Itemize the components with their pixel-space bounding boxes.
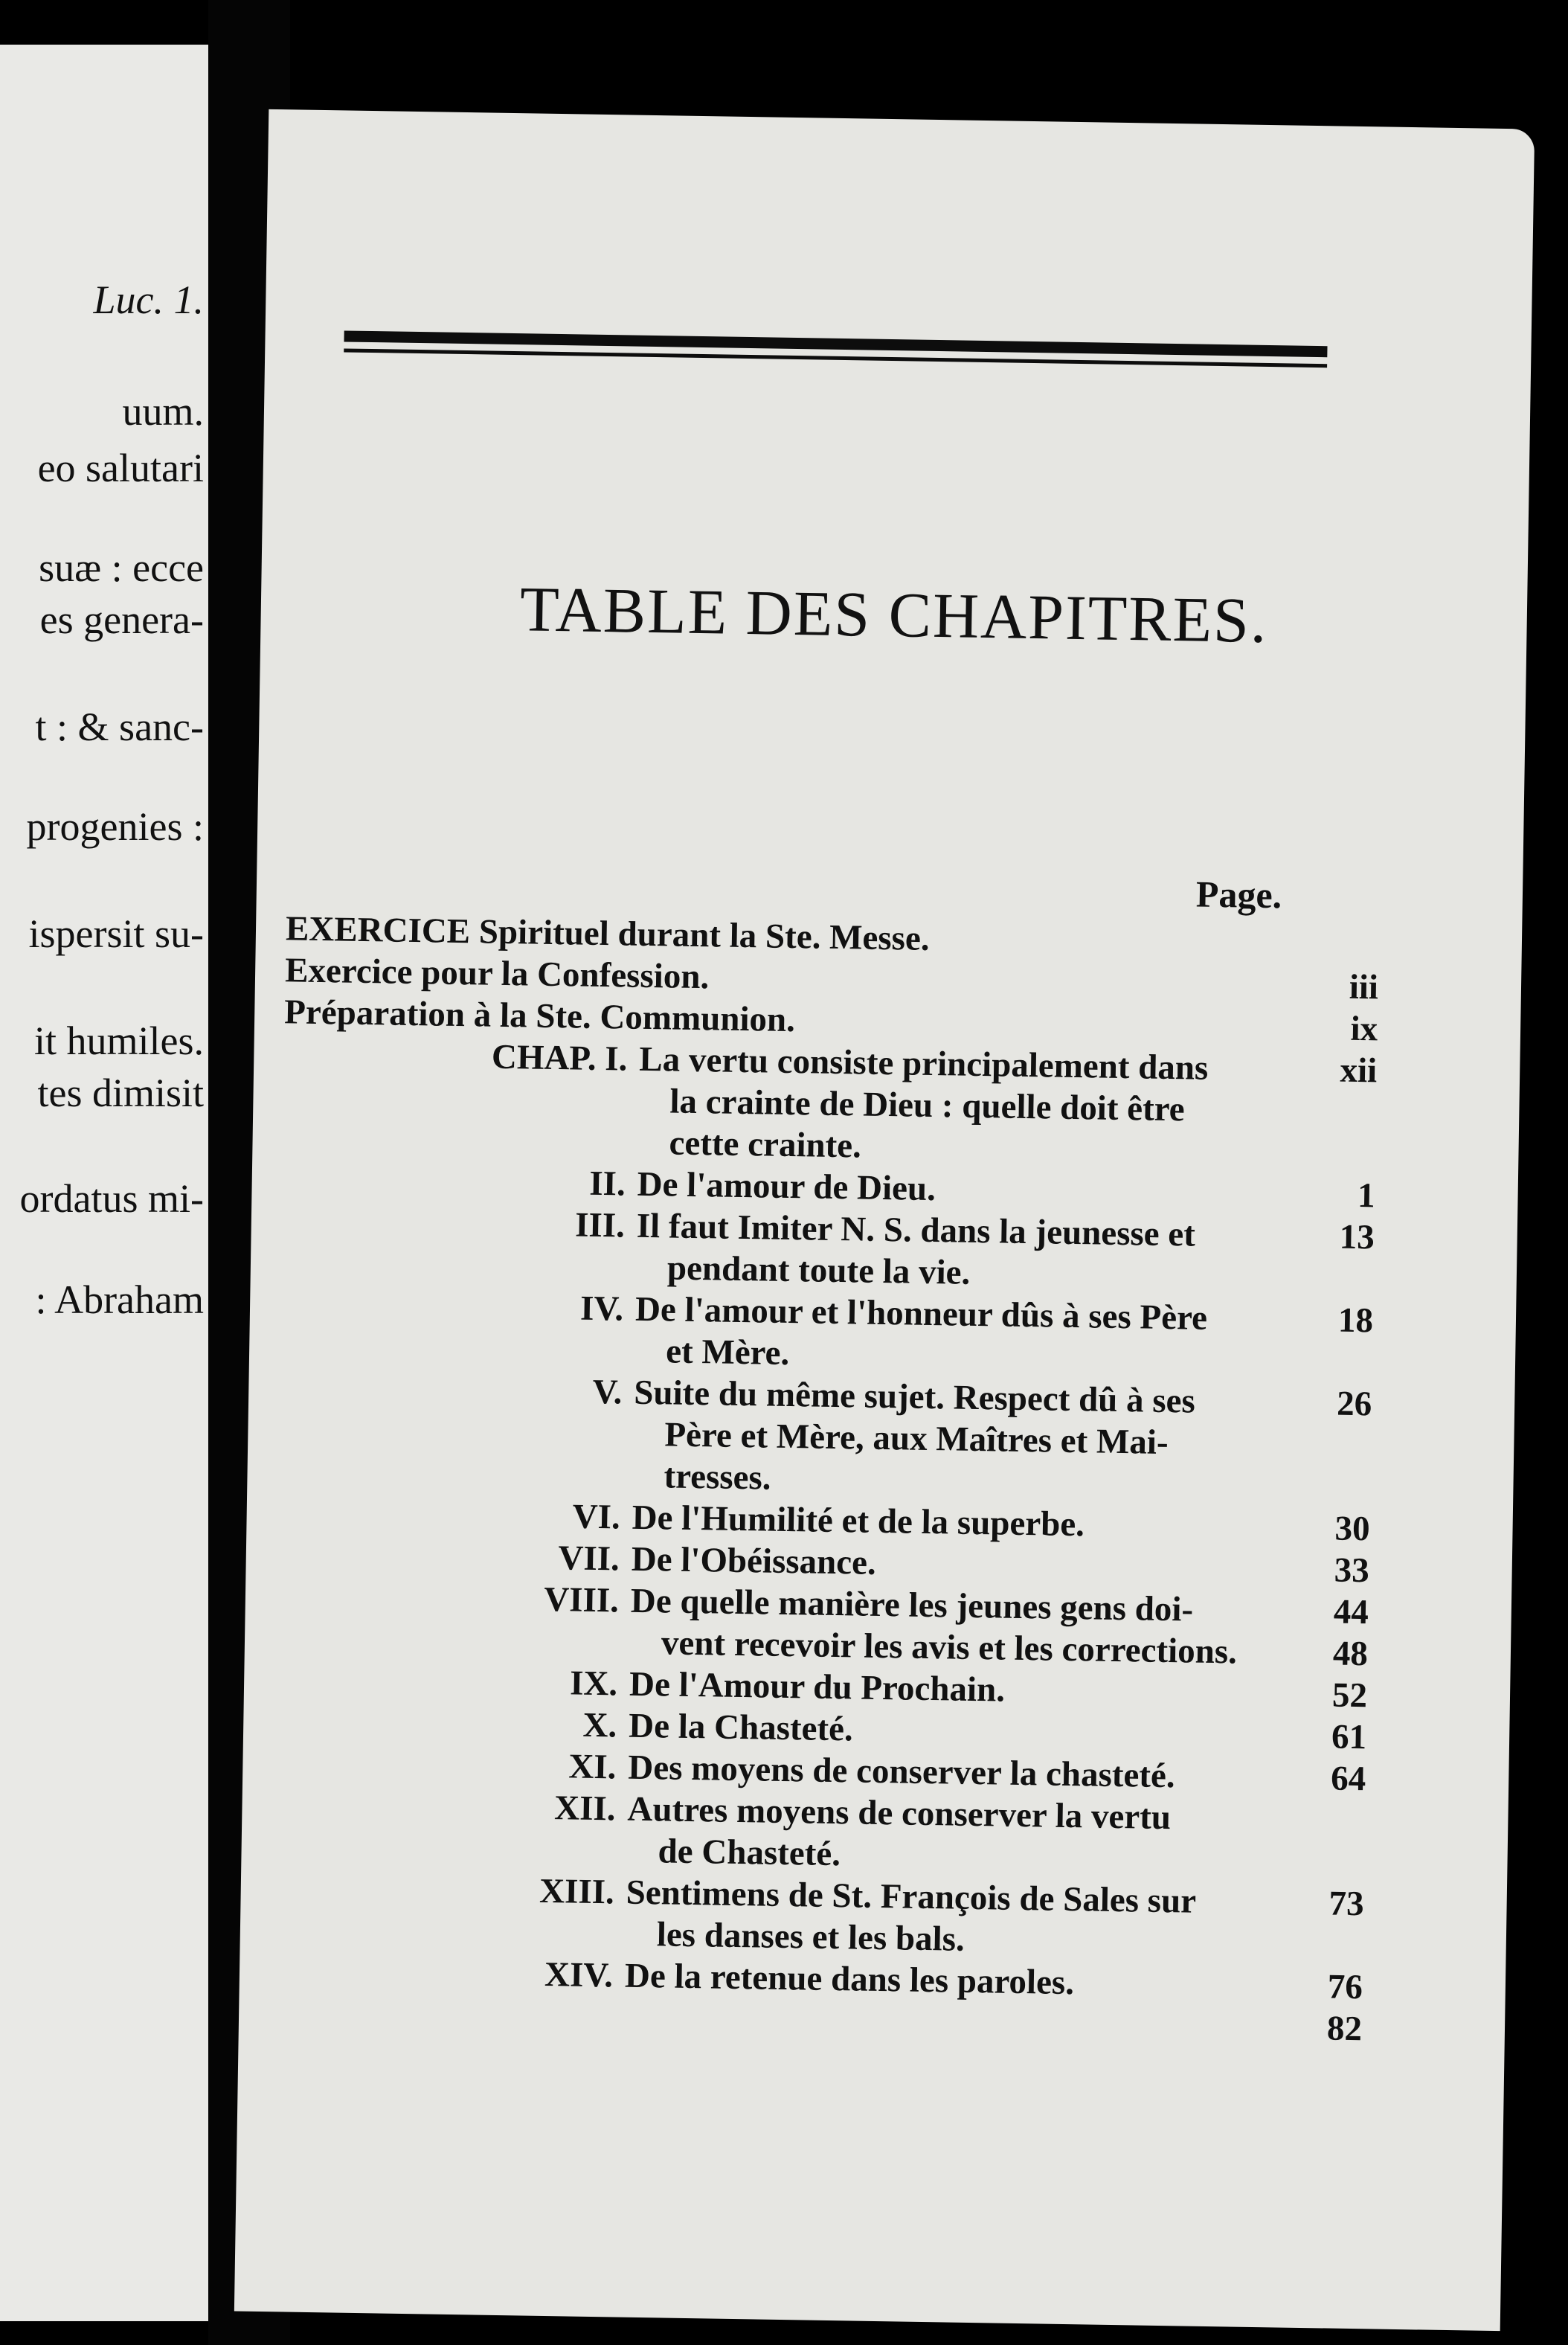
entry-title-cont: de Chasteté. <box>658 1832 841 1874</box>
entry-page-number: 64 <box>1330 1759 1366 1799</box>
entry-page-number: 61 <box>1331 1717 1367 1757</box>
left-page-fragment <box>0 45 208 2321</box>
chapter-number: VI. <box>572 1497 621 1537</box>
entry-title-cont: la crainte de Dieu : quelle doit être <box>669 1082 1186 1129</box>
entry-page-number: iii <box>1349 967 1379 1007</box>
entry-title: La vertu consiste principalement dans <box>638 1039 1209 1088</box>
entry-page-number: 82 <box>1326 2009 1363 2049</box>
chapter-number: X. <box>582 1705 617 1745</box>
chapter-number: CHAP. I. <box>491 1037 628 1079</box>
entry-page-number: 1 <box>1357 1175 1376 1216</box>
left-page-line: uum. <box>122 389 204 434</box>
left-page-line: tes dimisit <box>37 1071 204 1115</box>
entry-title-cont: vent recevoir les avis et les corrections. <box>661 1623 1238 1672</box>
chapter-number: V. <box>592 1372 623 1412</box>
entry-title-cont: tresses. <box>663 1457 771 1498</box>
left-page-line: suæ : ecce <box>39 545 204 590</box>
entry-title: Sentimens de St. François de Sales sur <box>626 1873 1197 1921</box>
entry-page-number: 13 <box>1339 1217 1375 1257</box>
entry-title: De l'amour de Dieu. <box>637 1164 936 1209</box>
chapter-number: IV. <box>579 1289 624 1329</box>
page-title: TABLE DES CHAPITRES. <box>519 573 1269 656</box>
toc-list <box>269 908 1477 2052</box>
entry-title: Il faut Imiter N. S. dans la jeunesse et <box>636 1206 1196 1254</box>
left-page-line: t : & sanc- <box>35 705 204 749</box>
page-column-header: Page. <box>1195 873 1282 917</box>
left-page-line: eo salutari <box>37 446 204 490</box>
entry-title: De l'Obéissance. <box>631 1539 877 1582</box>
entry-title: Suite du même sujet. Respect dû à ses <box>633 1373 1196 1421</box>
entry-page-number: xii <box>1340 1050 1378 1091</box>
chapter-number: XII. <box>553 1789 616 1829</box>
entry-page-number: 33 <box>1334 1550 1370 1591</box>
chapter-number: VIII. <box>543 1579 620 1620</box>
entry-title-cont: pendant toute la vie. <box>666 1248 971 1292</box>
entry-title-cont: Père et Mère, aux Maîtres et Mai- <box>664 1415 1169 1463</box>
entry-page-number: 52 <box>1331 1675 1368 1716</box>
entry-page-number: 73 <box>1328 1884 1365 1924</box>
chapter-number: III. <box>574 1205 626 1245</box>
entry-title-cont: et Mère. <box>665 1332 790 1373</box>
header-rule <box>344 330 1327 368</box>
entry-title: Autres moyens de conserver la vertu <box>627 1789 1172 1838</box>
entry-title: De la Chasteté. <box>628 1706 854 1749</box>
entry-title: De l'Humilité et de la superbe. <box>632 1498 1085 1544</box>
chapter-number: XI. <box>568 1747 617 1787</box>
entry-title-cont: les danses et les bals. <box>656 1915 965 1959</box>
left-page-line: it humiles. <box>34 1018 204 1063</box>
left-page-line: progenies : <box>26 804 204 849</box>
left-page-line: ordatus mi- <box>19 1176 204 1221</box>
left-page-line: es genera- <box>39 597 204 642</box>
entry-title: Exercice pour la Confession. <box>284 951 710 997</box>
entry-title: Préparation à la Ste. Communion. <box>283 992 796 1040</box>
chapter-number: XIII. <box>539 1871 615 1912</box>
chapter-number: II. <box>588 1164 626 1204</box>
left-page-line: : Abraham <box>35 1277 204 1322</box>
entry-title: De l'Amour du Prochain. <box>629 1664 1006 1710</box>
left-page-line: ispersit su- <box>28 911 204 956</box>
entry-page-number: 26 <box>1336 1384 1372 1424</box>
entry-page-number: 44 <box>1333 1592 1369 1632</box>
entry-page-number: 76 <box>1327 1967 1363 2007</box>
entry-page-number: ix <box>1350 1009 1378 1049</box>
left-page-line: Luc. 1. <box>93 278 204 322</box>
entry-title: Des moyens de conserver la chasteté. <box>627 1748 1176 1796</box>
entry-title: EXERCICE Spirituel durant la Ste. Messe. <box>285 909 930 958</box>
chapter-number: IX. <box>569 1664 618 1704</box>
entry-title: De la retenue dans les paroles. <box>624 1956 1075 2003</box>
entry-title: De quelle manière les jeunes gens doi- <box>630 1581 1194 1629</box>
entry-page-number: 48 <box>1332 1634 1369 1674</box>
entry-page-number: 18 <box>1337 1300 1374 1341</box>
chapter-number: XIV. <box>544 1954 614 1995</box>
table-of-contents-page <box>234 109 1535 2331</box>
entry-page-number: 30 <box>1334 1509 1370 1549</box>
entry-title: De l'amour et l'honneur dûs à ses Père <box>634 1289 1208 1338</box>
chapter-number: VII. <box>558 1539 620 1579</box>
entry-title-cont: cette crainte. <box>669 1123 862 1166</box>
